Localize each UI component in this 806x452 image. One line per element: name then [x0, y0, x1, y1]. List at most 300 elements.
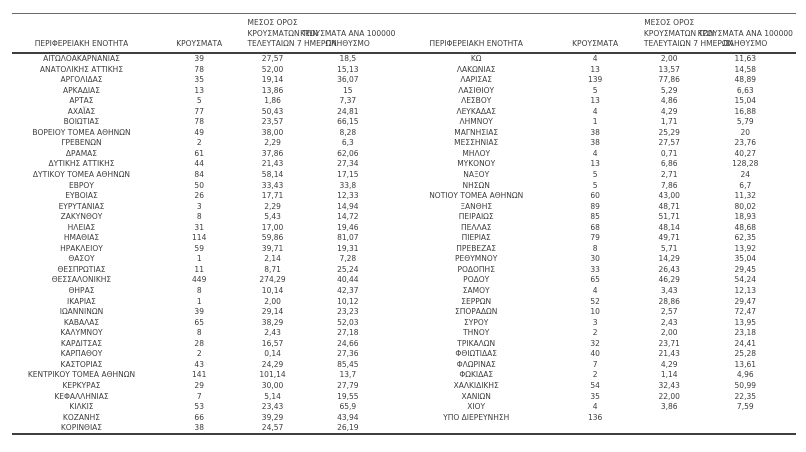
- per100k-value: 50,99: [734, 380, 757, 390]
- per100k-value: 23,18: [734, 328, 757, 338]
- table-row: [406, 212, 796, 223]
- per100k-value: 14,58: [734, 64, 757, 74]
- cases-value: 2: [196, 138, 202, 148]
- per100k-value: 66,15: [337, 117, 359, 127]
- per100k-value: 27,36: [337, 349, 359, 359]
- per100k-value: [695, 413, 796, 424]
- cases-value: 66: [194, 412, 204, 422]
- table-row: [12, 170, 398, 181]
- cases-value: 1: [196, 254, 202, 264]
- cases-value: 5: [592, 85, 598, 95]
- cases-value: 59: [194, 243, 204, 253]
- table-row: [406, 191, 796, 202]
- table-row: [12, 96, 398, 107]
- table-row: [12, 328, 398, 339]
- per100k-value: 15,04: [734, 96, 757, 106]
- cases-value: 79: [590, 233, 600, 243]
- avg7-value: 13,86: [261, 85, 284, 95]
- table-row: [12, 159, 398, 170]
- per100k-value: 23,23: [337, 307, 359, 317]
- table-row: [12, 107, 398, 118]
- table-row: [12, 339, 398, 350]
- avg7-value: 1,86: [264, 96, 281, 106]
- table-row: [406, 223, 796, 234]
- table-row: [12, 86, 398, 97]
- avg7-value: 39,71: [261, 243, 284, 253]
- per100k-value: 42,37: [337, 286, 359, 296]
- region-name: ΑΝΑΤΟΛΙΚΗΣ ΑΤΤΙΚΗΣ: [39, 64, 124, 74]
- cases-value: 114: [192, 233, 207, 243]
- region-name: ΝΑΞΟΥ: [463, 170, 490, 180]
- table-row: [406, 360, 796, 371]
- region-name: ΑΡΓΟΛΙΔΑΣ: [60, 75, 103, 85]
- cases-value: 53: [194, 402, 204, 412]
- column-header-cases: ΚΡΟΥΣΜΑΤΑ: [572, 38, 619, 48]
- region-name: ΛΕΥΚΑΔΑΣ: [456, 106, 496, 116]
- per100k-value: 15: [343, 85, 353, 95]
- cases-value: 78: [194, 117, 204, 127]
- per100k-value: 7,59: [736, 402, 754, 412]
- cases-value: 13: [590, 96, 600, 106]
- region-name: ΧΑΝΙΩΝ: [461, 391, 491, 401]
- table-body: [406, 54, 796, 423]
- avg7-value: 38,00: [261, 127, 284, 137]
- per100k-value: 12,13: [734, 286, 757, 296]
- per100k-value: 14,94: [337, 201, 359, 211]
- avg7-value: 25,29: [658, 127, 680, 137]
- cases-value: 52: [590, 296, 600, 306]
- region-name: ΕΥΒΟΙΑΣ: [65, 191, 98, 201]
- cases-value: 68: [590, 222, 600, 232]
- avg7-value: 33,43: [261, 180, 284, 190]
- avg7-value: 29,14: [261, 307, 284, 317]
- region-name: ΜΗΛΟΥ: [462, 148, 491, 158]
- avg7-value: 2,00: [264, 296, 281, 306]
- region-name: ΚΟΖΑΝΗΣ: [62, 412, 101, 422]
- table-row: [406, 117, 796, 128]
- per100k-value: 29,45: [734, 264, 757, 274]
- avg7-value: 24,29: [261, 359, 284, 369]
- table-row: [406, 202, 796, 213]
- region-name: ΦΘΙΩΤΙΔΑΣ: [455, 349, 497, 359]
- per100k-value: 4,96: [736, 370, 754, 380]
- per100k-value: 128,28: [732, 159, 759, 169]
- cases-value: 40: [590, 349, 600, 359]
- per100k-value: 7,37: [339, 96, 357, 106]
- per100k-value: 19,55: [337, 391, 359, 401]
- avg7-value: 1,14: [660, 370, 678, 380]
- region-name: ΡΟΔΟΠΗΣ: [457, 264, 495, 274]
- region-name: ΜΕΣΣΗΝΙΑΣ: [454, 138, 499, 148]
- per100k-value: 48,68: [734, 222, 757, 232]
- table-row: [406, 233, 796, 244]
- region-name: ΚΑΣΤΟΡΙΑΣ: [60, 359, 103, 369]
- table-row: [12, 138, 398, 149]
- avg7-value: 10,14: [261, 286, 284, 296]
- table-row: [12, 423, 398, 434]
- per100k-value: 18,93: [734, 212, 757, 222]
- per100k-value: 6,3: [341, 138, 354, 148]
- per100k-value: 54,24: [734, 275, 757, 285]
- region-name: ΤΗΝΟΥ: [463, 328, 490, 338]
- per100k-value: 13,7: [339, 370, 357, 380]
- table-row: [406, 297, 796, 308]
- avg7-value: 23,71: [658, 338, 680, 348]
- cases-value: 38: [194, 423, 204, 433]
- per100k-value: 62,35: [734, 233, 757, 243]
- avg7-value: 21,43: [261, 159, 284, 169]
- cases-value: 139: [587, 75, 603, 85]
- cases-value: 39: [194, 307, 204, 317]
- column-header-per100k: ΚΡΟΥΣΜΑΤΑ ΑΝΑ 100000 ΠΛΗΘΥΣΜΟ: [300, 28, 396, 48]
- avg7-value: 77,86: [658, 75, 680, 85]
- cases-value: 2: [592, 370, 598, 380]
- cases-value: 10: [590, 307, 600, 317]
- per100k-value: 17,15: [337, 170, 359, 180]
- table-row: [12, 244, 398, 255]
- avg7-value: 1,71: [660, 117, 678, 127]
- region-name: ΣΠΟΡΑΔΩΝ: [454, 307, 498, 317]
- cases-value: 141: [192, 370, 207, 380]
- table-row: [12, 413, 398, 424]
- table-row: [12, 202, 398, 213]
- table-row: [406, 307, 796, 318]
- table-row: [406, 107, 796, 118]
- region-name: ΧΙΟΥ: [467, 402, 486, 412]
- cases-value: 33: [590, 264, 600, 274]
- avg7-value: 2,29: [264, 201, 281, 211]
- table-row: [12, 297, 398, 308]
- per100k-value: 35,04: [734, 254, 757, 264]
- table-row: [12, 402, 398, 413]
- avg7-value: 13,57: [658, 64, 680, 74]
- cases-value: 7: [592, 359, 598, 369]
- avg7-value: 2,29: [264, 138, 281, 148]
- per100k-value: 13,95: [734, 317, 757, 327]
- avg7-value: 21,43: [658, 349, 680, 359]
- cases-value: 28: [194, 338, 204, 348]
- per100k-value: 24,66: [337, 338, 359, 348]
- region-name: ΔΥΤΙΚΗΣ ΑΤΤΙΚΗΣ: [48, 159, 115, 169]
- region-name: ΙΩΑΝΝΙΝΩΝ: [59, 307, 104, 317]
- avg7-value: 24,57: [261, 423, 284, 433]
- region-name: ΝΟΤΙΟΥ ΤΟΜΕΑ ΑΘΗΝΩΝ: [429, 191, 524, 201]
- table-row: [406, 392, 796, 403]
- avg7-value: 27,57: [658, 138, 680, 148]
- region-name: ΓΡΕΒΕΝΩΝ: [61, 138, 102, 148]
- column-header-avg7: ΜΕΣΟΣ ΟΡΟΣ ΚΡΟΥΣΜΑΤΩΝ ΤΩΝ ΤΕΛΕΥΤΑΙΩΝ 7 ΗΜΕΡΩΝ: [247, 18, 337, 48]
- region-name: ΛΑΚΩΝΙΑΣ: [456, 64, 496, 74]
- per100k-value: 19,46: [337, 222, 359, 232]
- per100k-value: 85,45: [337, 359, 359, 369]
- region-name: ΜΑΓΝΗΣΙΑΣ: [454, 127, 499, 137]
- avg7-value: 2,14: [264, 254, 281, 264]
- region-name: ΑΧΑΪΑΣ: [67, 106, 96, 116]
- per100k-value: 29,47: [734, 296, 757, 306]
- avg7-value: 7,86: [660, 180, 678, 190]
- per100k-value: 13,61: [734, 359, 757, 369]
- avg7-value: 6,86: [660, 159, 678, 169]
- table-row: [406, 159, 796, 170]
- region-name: ΕΥΡΥΤΑΝΙΑΣ: [58, 201, 105, 211]
- avg7-value: 39,29: [261, 412, 284, 422]
- per100k-value: 23,76: [734, 138, 757, 148]
- cases-value: 13: [590, 64, 600, 74]
- per100k-value: 40,27: [734, 148, 757, 158]
- per100k-value: 14,72: [337, 212, 359, 222]
- avg7-value: 274,29: [259, 275, 286, 285]
- cases-value: 8: [196, 328, 202, 338]
- table-row: [12, 191, 398, 202]
- per100k-value: 22,35: [734, 391, 757, 401]
- cases-value: 32: [590, 338, 600, 348]
- cases-value: 50: [194, 180, 204, 190]
- per100k-value: 62,06: [337, 148, 359, 158]
- table-row: [406, 170, 796, 181]
- region-name: ΦΩΚΙΔΑΣ: [459, 370, 494, 380]
- avg7-value: 50,43: [261, 106, 284, 116]
- region-name: ΙΚΑΡΙΑΣ: [67, 296, 96, 306]
- avg7-value: 38,29: [261, 317, 284, 327]
- table-row: [406, 254, 796, 265]
- region-name: ΗΛΕΙΑΣ: [67, 222, 96, 232]
- per100k-value: 40,44: [337, 275, 359, 285]
- per100k-value: 24: [740, 170, 751, 180]
- cases-value: 449: [192, 275, 207, 285]
- per100k-value: 33,8: [339, 180, 357, 190]
- cases-value: 84: [194, 170, 204, 180]
- table-row: [406, 96, 796, 107]
- table-row: [406, 286, 796, 297]
- avg7-value: 4,86: [660, 96, 678, 106]
- per100k-value: 43,94: [337, 412, 359, 422]
- region-name: ΚΕΦΑΛΛΗΝΙΑΣ: [54, 391, 109, 401]
- table-row: [406, 402, 796, 413]
- avg7-value: 2,43: [264, 328, 281, 338]
- table-row: [406, 413, 796, 424]
- per100k-value: 8,28: [339, 127, 357, 137]
- table-row: [12, 392, 398, 403]
- region-name: ΠΡΕΒΕΖΑΣ: [456, 243, 497, 253]
- avg7-value: 48,14: [658, 222, 680, 232]
- cases-value: 78: [194, 64, 204, 74]
- per100k-value: 5,79: [736, 117, 754, 127]
- region-name: ΘΗΡΑΣ: [68, 286, 95, 296]
- table-row: [12, 212, 398, 223]
- table-row: [406, 244, 796, 255]
- region-name: ΥΠΟ ΔΙΕΡΕΥΝΗΣΗ: [443, 412, 510, 422]
- per100k-value: 24,81: [337, 106, 359, 116]
- region-name: ΣΕΡΡΩΝ: [461, 296, 492, 306]
- avg7-value: 51,71: [658, 212, 680, 222]
- per100k-value: 20: [740, 127, 751, 137]
- region-name: ΚΟΡΙΝΘΙΑΣ: [60, 423, 103, 433]
- region-name: ΚΙΛΚΙΣ: [69, 402, 94, 412]
- region-name: ΑΙΤΩΛΟΑΚΑΡΝΑΝΙΑΣ: [43, 54, 120, 63]
- column-header-avg7: ΜΕΣΟΣ ΟΡΟΣ ΚΡΟΥΣΜΑΤΩΝ ΤΩΝ ΤΕΛΕΥΤΑΙΩΝ 7 ΗΜΕΡΩΝ: [643, 18, 734, 48]
- region-name: ΗΜΑΘΙΑΣ: [63, 233, 100, 243]
- cases-value: 136: [587, 412, 603, 422]
- avg7-value: 2,71: [660, 170, 678, 180]
- cases-value: 89: [590, 201, 600, 211]
- region-name: ΕΒΡΟΥ: [69, 180, 94, 190]
- cases-value: 8: [196, 212, 202, 222]
- avg7-value: 0,71: [660, 148, 678, 158]
- per100k-value: 80,02: [734, 201, 757, 211]
- table-row: [12, 275, 398, 286]
- avg7-value: 17,00: [261, 222, 284, 232]
- table-row: [12, 254, 398, 265]
- table-row: [406, 149, 796, 160]
- region-name: ΖΑΚΥΝΘΟΥ: [60, 212, 103, 222]
- per100k-value: 6,7: [739, 180, 752, 190]
- region-name: ΛΑΡΙΣΑΣ: [460, 75, 492, 85]
- region-name: ΘΕΣΣΑΛΟΝΙΚΗΣ: [51, 275, 112, 285]
- cases-value: 2: [196, 349, 202, 359]
- region-name: ΒΟΙΩΤΙΑΣ: [63, 117, 100, 127]
- cases-value: 5: [196, 96, 202, 106]
- avg7-value: 26,43: [658, 264, 680, 274]
- column-header-region: ΠΕΡΙΦΕΡΕΙΑΚΗ ΕΝΟΤΗΤΑ: [429, 38, 523, 48]
- avg7-value: 5,14: [264, 391, 281, 401]
- per100k-value: 7,28: [339, 254, 357, 264]
- cases-value: 38: [590, 127, 600, 137]
- cases-value: 30: [590, 254, 600, 264]
- region-name: ΒΟΡΕΙΟΥ ΤΟΜΕΑ ΑΘΗΝΩΝ: [32, 127, 131, 137]
- cases-value: 3: [592, 317, 598, 327]
- avg7-value: 2,00: [660, 328, 678, 338]
- table-row: [406, 128, 796, 139]
- regional-table-right: [406, 14, 796, 435]
- per100k-value: 27,79: [337, 380, 359, 390]
- cases-value: 43: [194, 359, 204, 369]
- avg7-value: 37,86: [261, 148, 284, 158]
- cases-value: 65: [194, 317, 204, 327]
- table-row: [12, 117, 398, 128]
- cases-value: 4: [592, 106, 598, 116]
- avg7-value: 28,86: [658, 296, 680, 306]
- per100k-value: 24,41: [734, 338, 757, 348]
- region-name: ΣΑΜΟΥ: [462, 286, 490, 296]
- per100k-value: 11,32: [734, 191, 757, 201]
- table-body: [12, 54, 398, 434]
- avg7-value: 8,71: [264, 264, 281, 274]
- cases-value: 31: [194, 222, 204, 232]
- column-header-region: ΠΕΡΙΦΕΡΕΙΑΚΗ ΕΝΟΤΗΤΑ: [34, 38, 129, 48]
- avg7-value: 30,00: [261, 380, 284, 390]
- cases-value: 2: [592, 328, 598, 338]
- table-header-row: [12, 14, 398, 52]
- table-row: [12, 181, 398, 192]
- cases-value: 5: [592, 180, 598, 190]
- table-row: [406, 349, 796, 360]
- region-name: ΠΙΕΡΙΑΣ: [461, 233, 491, 243]
- table-row: [406, 86, 796, 97]
- per100k-value: 25,24: [337, 264, 359, 274]
- table-row: [406, 54, 796, 65]
- per100k-value: 72,47: [734, 307, 757, 317]
- per100k-value: 6,63: [736, 85, 754, 95]
- avg7-value: 49,71: [658, 233, 680, 243]
- table-row: [406, 75, 796, 86]
- table-row: [12, 265, 398, 276]
- avg7-value: 48,71: [658, 201, 680, 211]
- table-row: [406, 275, 796, 286]
- avg7-value: 23,57: [261, 117, 284, 127]
- per100k-value: 18,5: [339, 54, 357, 63]
- region-name: ΘΑΣΟΥ: [68, 254, 95, 264]
- region-name: ΚΕΡΚΥΡΑΣ: [62, 380, 101, 390]
- region-name: ΑΡΚΑΔΙΑΣ: [63, 85, 100, 95]
- cases-value: 11: [194, 264, 204, 274]
- region-name: ΔΥΤΙΚΟΥ ΤΟΜΕΑ ΑΘΗΝΩΝ: [32, 170, 131, 180]
- region-name: ΧΑΛΚΙΔΙΚΗΣ: [453, 380, 499, 390]
- table-row: [12, 128, 398, 139]
- table-row: [12, 349, 398, 360]
- avg7-value: 27,57: [261, 54, 284, 63]
- per100k-value: 52,03: [337, 317, 359, 327]
- region-name: ΛΗΜΝΟΥ: [459, 117, 493, 127]
- cases-value: 4: [592, 54, 598, 63]
- avg7-value: 23,43: [261, 402, 284, 412]
- per100k-value: 12,33: [337, 191, 359, 201]
- per100k-value: 25,28: [734, 349, 757, 359]
- avg7-value: 4,29: [660, 359, 678, 369]
- avg7-value: 43,00: [658, 191, 680, 201]
- table-row: [12, 286, 398, 297]
- table-header-row: [406, 14, 796, 52]
- per100k-value: 16,88: [734, 106, 757, 116]
- cases-value: 77: [194, 106, 204, 116]
- per100k-value: 19,31: [337, 243, 359, 253]
- regional-table-left: [12, 14, 398, 435]
- cases-value: 3: [196, 201, 202, 211]
- region-name: ΛΕΣΒΟΥ: [461, 96, 492, 106]
- cases-value: 13: [590, 159, 600, 169]
- region-name: ΔΡΑΜΑΣ: [65, 148, 98, 158]
- avg7-value: 2,00: [660, 54, 678, 63]
- region-name: ΣΥΡΟΥ: [464, 317, 489, 327]
- avg7-value: 5,71: [660, 243, 678, 253]
- table-row: [406, 65, 796, 76]
- column-header-per100k: ΚΡΟΥΣΜΑΤΑ ΑΝΑ 100000 ΠΛΗΘΥΣΜΟ: [697, 28, 793, 48]
- per100k-value: 11,63: [734, 54, 757, 63]
- region-name: ΚΩ: [470, 54, 482, 63]
- cases-value: 44: [194, 159, 204, 169]
- cases-value: 49: [194, 127, 204, 137]
- cases-value: 35: [194, 75, 204, 85]
- region-name: ΦΛΩΡΙΝΑΣ: [456, 359, 496, 369]
- table-row: [12, 149, 398, 160]
- avg7-value: 14,29: [658, 254, 680, 264]
- region-name: ΡΕΘΥΜΝΟΥ: [455, 254, 498, 264]
- cases-value: 35: [590, 391, 600, 401]
- cases-value: 1: [196, 296, 202, 306]
- avg7-value: 2,43: [660, 317, 678, 327]
- region-name: ΚΑΡΔΙΤΣΑΣ: [60, 338, 103, 348]
- per100k-value: 10,12: [337, 296, 359, 306]
- per100k-value: 48,89: [734, 75, 757, 85]
- avg7-value: 46,29: [658, 275, 680, 285]
- avg7-value: 32,43: [658, 380, 680, 390]
- cases-value: 61: [194, 148, 204, 158]
- table-row: [12, 360, 398, 371]
- per100k-value: 81,07: [337, 233, 359, 243]
- region-name: ΠΕΛΛΑΣ: [460, 222, 492, 232]
- region-name: ΚΑΒΑΛΑΣ: [63, 317, 100, 327]
- cases-value: 4: [592, 402, 598, 412]
- table-row: [12, 65, 398, 76]
